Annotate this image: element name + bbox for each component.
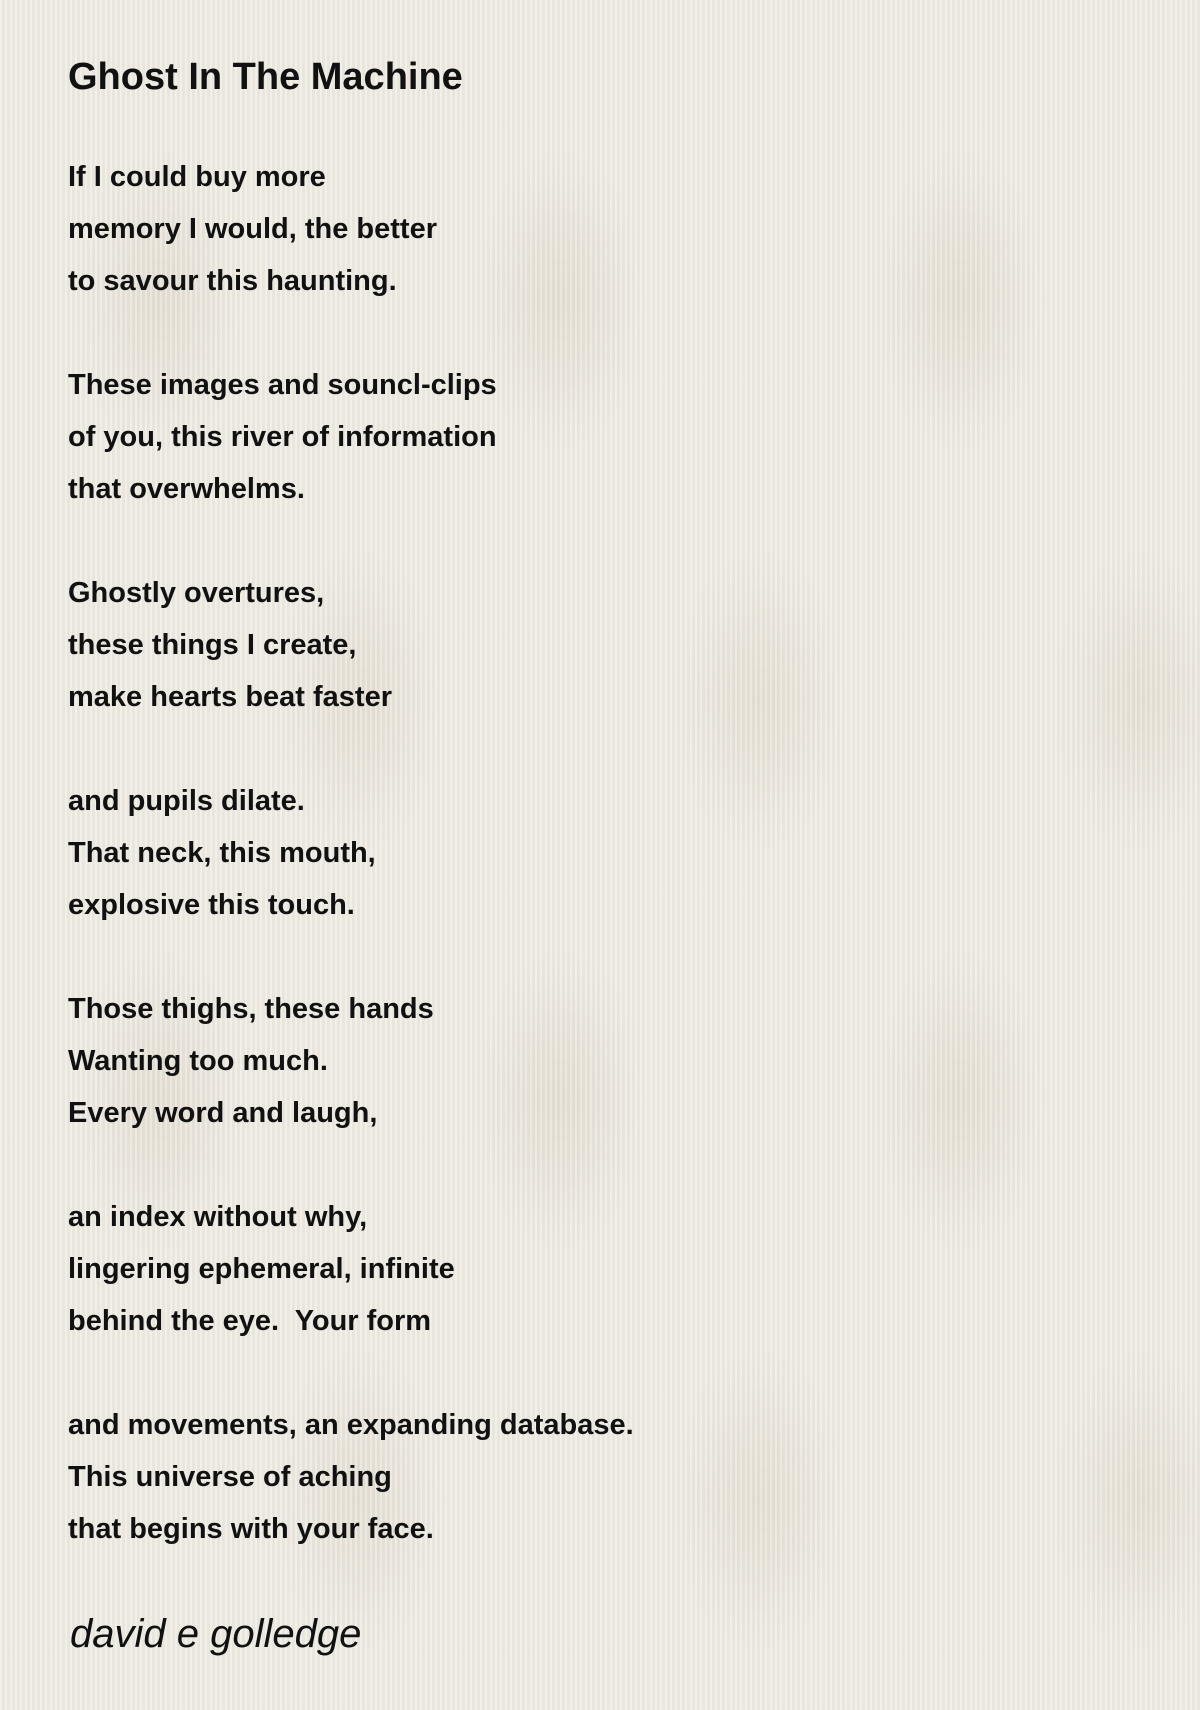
poem-line: These images and souncl-clips: [68, 369, 497, 401]
poem-line: that begins with your face.: [68, 1513, 434, 1545]
poem-line: of you, this river of information: [68, 421, 497, 453]
stanza: [68, 775, 634, 931]
poem-line: explosive this touch.: [68, 889, 355, 921]
poem-line: an index without why,: [68, 1201, 368, 1233]
poem-line: Ghostly overtures,: [68, 577, 325, 609]
stanza: [68, 359, 634, 515]
poem-line: these things I create,: [68, 629, 357, 661]
poem-author: david e golledge: [70, 1612, 362, 1656]
poem-line: and movements, an expanding database.: [68, 1409, 634, 1441]
poem-line: to savour this haunting.: [68, 265, 397, 297]
poem-title: Ghost In The Machine: [68, 56, 463, 98]
stanza: [68, 567, 634, 723]
poem-line: memory I would, the better: [68, 213, 437, 245]
stanza: [68, 151, 634, 307]
stanza: [68, 1191, 634, 1347]
poem-line: behind the eye. Your form: [68, 1305, 432, 1337]
poem-line: This universe of aching: [68, 1461, 392, 1493]
poem-line: If I could buy more: [68, 161, 326, 193]
poem-body: [68, 151, 634, 1607]
poem-line: and pupils dilate.: [68, 785, 305, 817]
stanza: [68, 983, 634, 1139]
poem-line: Every word and laugh,: [68, 1097, 378, 1129]
poem-line: make hearts beat faster: [68, 681, 392, 713]
poem-line: that overwhelms.: [68, 473, 305, 505]
poem-line: Wanting too much.: [68, 1045, 328, 1077]
poem-line: That neck, this mouth,: [68, 837, 376, 869]
stanza: [68, 1399, 634, 1555]
poem-line: Those thighs, these hands: [68, 993, 434, 1025]
poem-line: lingering ephemeral, infinite: [68, 1253, 455, 1285]
